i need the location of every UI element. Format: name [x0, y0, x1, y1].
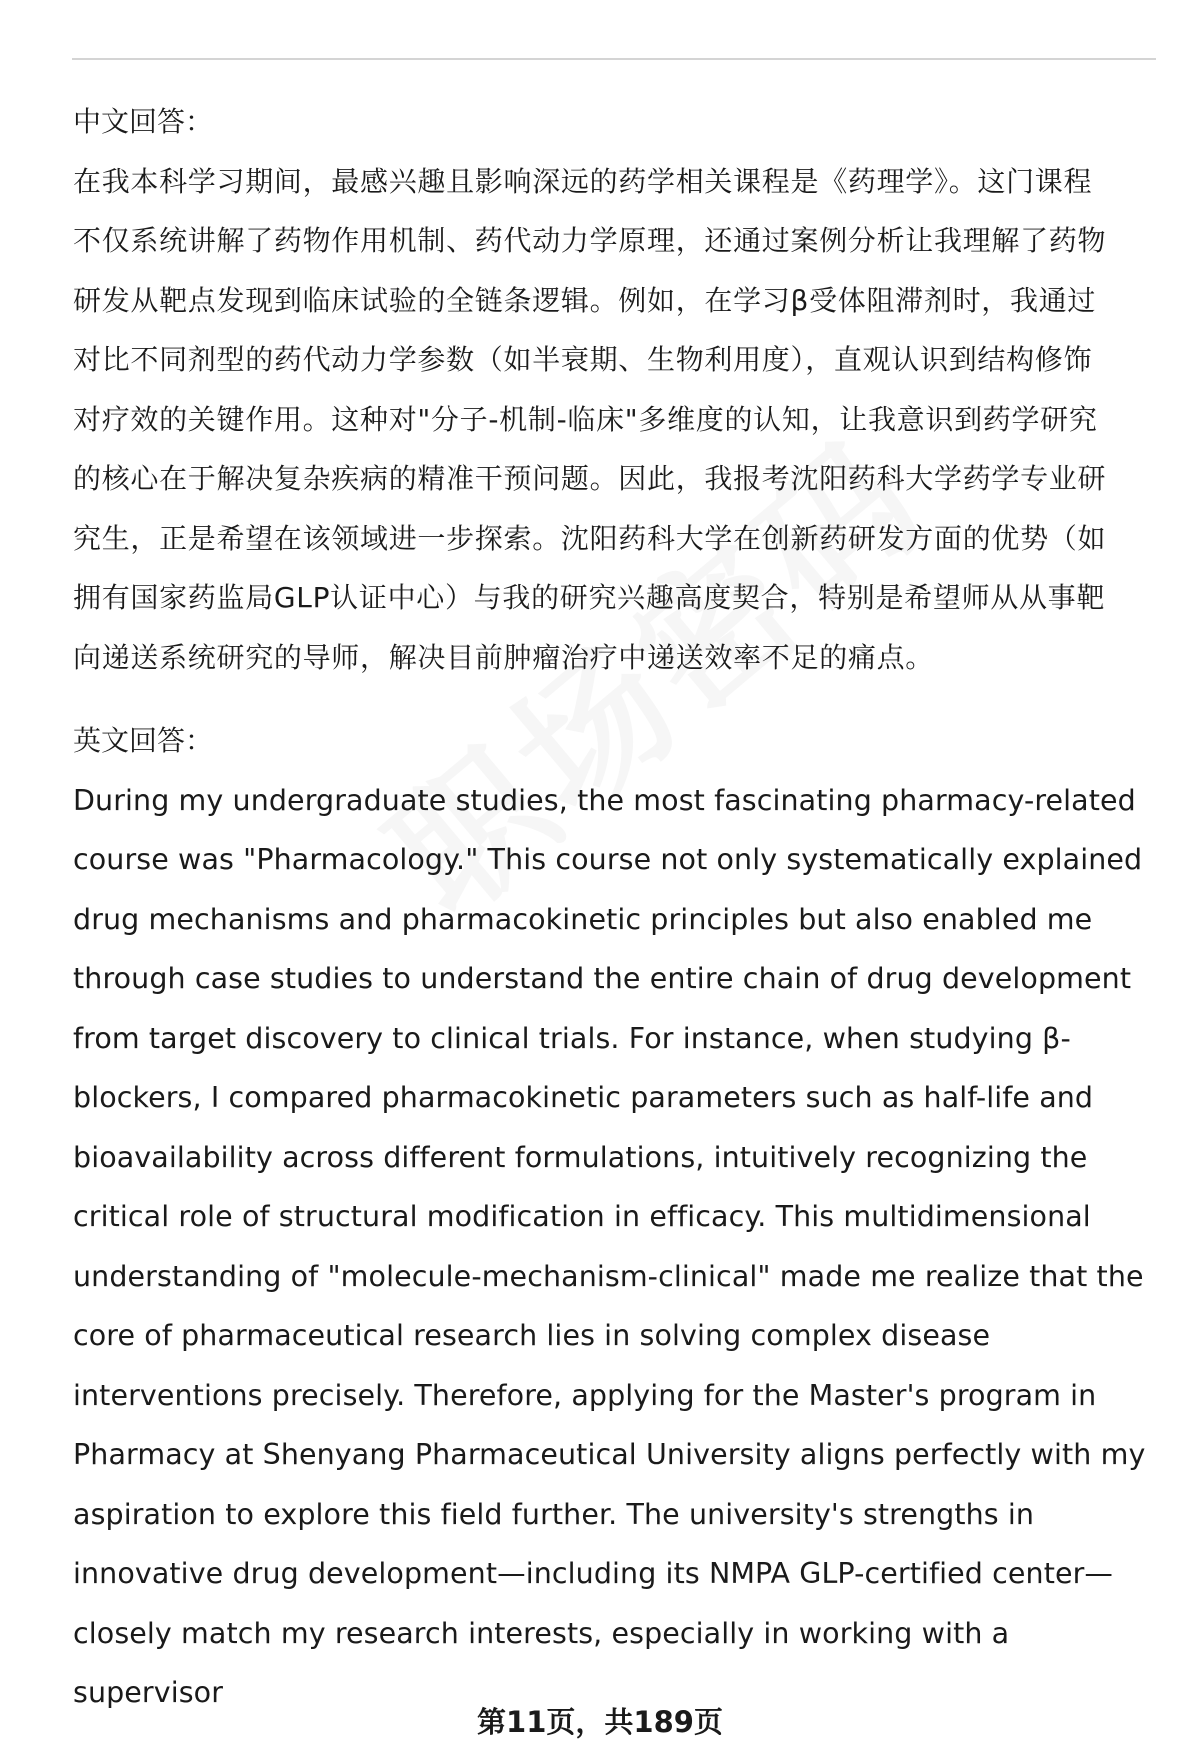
- en-line: bioavailability across different formulations, intuitively recognizing the: [73, 1140, 1088, 1174]
- en-section-label: 英文回答：: [73, 724, 214, 757]
- zh-line: 的核心在于解决复杂疾病的精准干预问题。因此，我报考沈阳药科大学药学专业研: [73, 462, 1107, 495]
- zh-line: 拥有国家药监局GLP认证中心）与我的研究兴趣高度契合，特别是希望师从从事靶: [73, 581, 1106, 614]
- en-line: interventions precisely. Therefore, applying for the Master's program in: [73, 1378, 1097, 1412]
- zh-section-label: 中文回答：: [73, 105, 214, 138]
- en-line: closely match my research interests, especially in working with a supervisor: [73, 1616, 1010, 1709]
- en-line: blockers, I compared pharmacokinetic parameters such as half-life and: [73, 1081, 1094, 1114]
- en-line: from target discovery to clinical trials. For instance, when studying β-: [73, 1021, 1071, 1055]
- en-line: During my undergraduate studies, the most fascinating pharmacy-related: [73, 783, 1136, 817]
- en-line: course was "Pharmacology." This course not only systematically explained: [73, 843, 1143, 876]
- en-line: critical role of structural modification in efficacy. This multidimensional: [73, 1200, 1091, 1233]
- zh-line: 研发从靶点发现到临床试验的全链条逻辑。例如，在学习β受体阻滞剂时，我通过: [73, 283, 1097, 317]
- zh-line: 究生，正是希望在该领域进一步探索。沈阳药科大学在创新药研发方面的优势（如: [73, 521, 1107, 555]
- en-line: innovative drug development—including its NMPA GLP-certified center—: [73, 1557, 1114, 1590]
- en-line: understanding of "molecule-mechanism-clinical" made me realize that the: [73, 1259, 1144, 1293]
- zh-answer-paragraph: [73, 152, 1157, 688]
- en-answer-paragraph: [73, 771, 1157, 1723]
- section-gap: [73, 687, 1157, 711]
- zh-line: 向递送系统研究的导师，解决目前肿瘤治疗中递送效率不足的痛点。: [73, 640, 935, 674]
- en-line: through case studies to understand the entire chain of drug development: [73, 962, 1132, 995]
- zh-line: 不仅系统讲解了药物作用机制、药代动力学原理，还通过案例分析让我理解了药物: [73, 224, 1107, 257]
- zh-line: 对疗效的关键作用。这种对"分子-机制-临床"多维度的认知，让我意识到药学研究: [73, 402, 1098, 436]
- en-line: Pharmacy at Shenyang Pharmaceutical University aligns perfectly with my: [73, 1438, 1146, 1471]
- zh-line: 在我本科学习期间，最感兴趣且影响深远的药学相关课程是《药理学》。这门课程: [73, 164, 1093, 198]
- en-line: core of pharmaceutical research lies in solving complex disease: [73, 1319, 991, 1352]
- en-line: drug mechanisms and pharmacokinetic principles but also enabled me: [73, 902, 1093, 936]
- header-divider: [72, 58, 1156, 60]
- zh-line: 对比不同剂型的药代动力学参数（如半衰期、生物利用度），直观认识到结构修饰: [73, 343, 1093, 376]
- page-number: 第11页，共189页: [477, 1705, 723, 1739]
- document-body: [73, 92, 1157, 1723]
- en-line: aspiration to explore this field further. The university's strengths in: [73, 1497, 1035, 1531]
